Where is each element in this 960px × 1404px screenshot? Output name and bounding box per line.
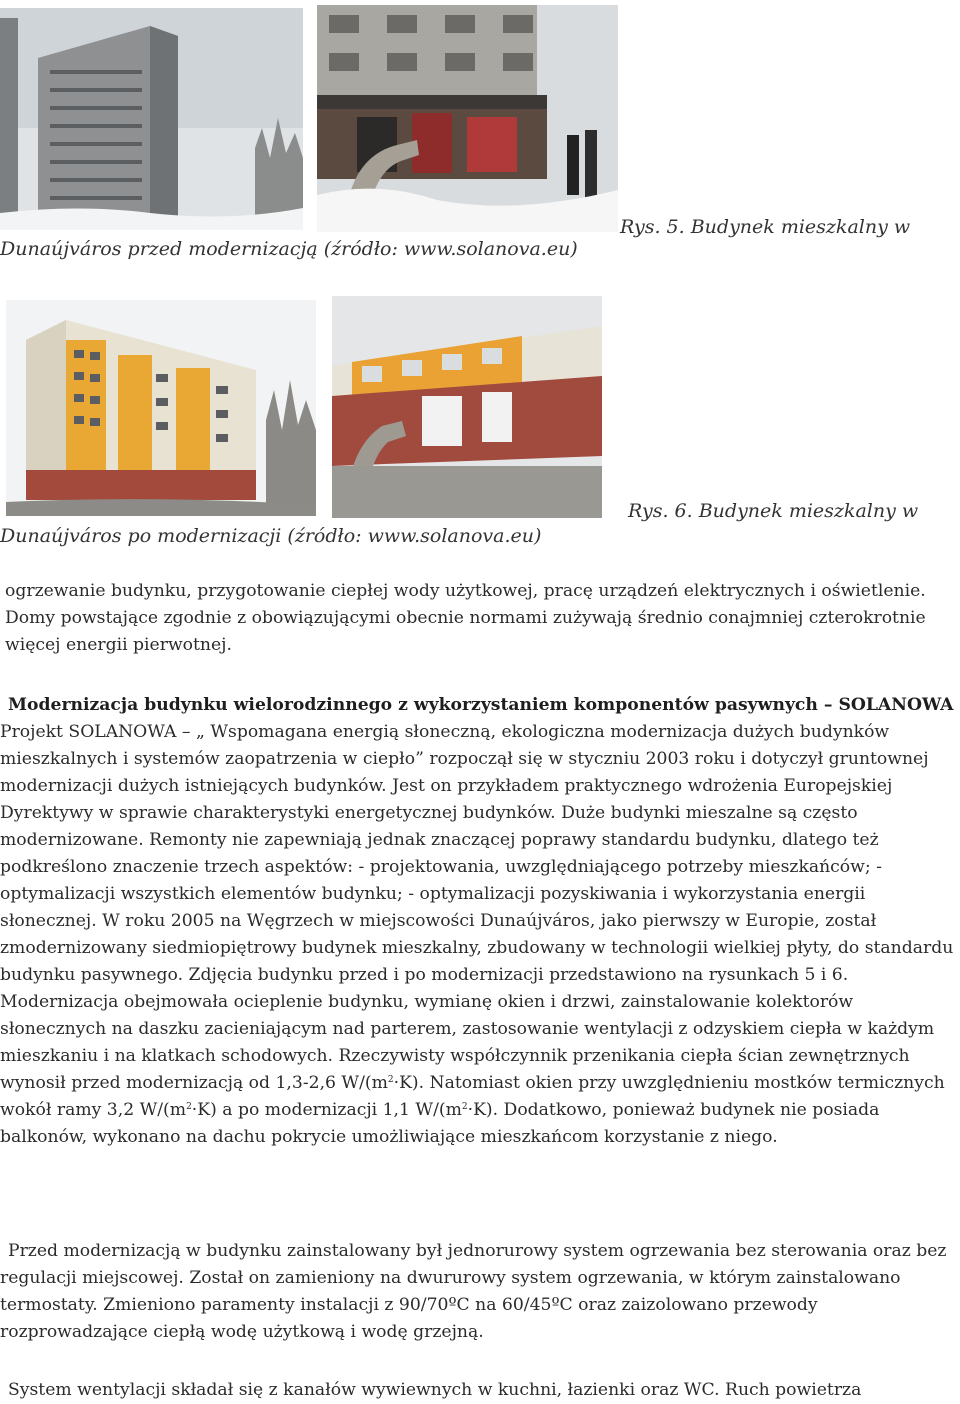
solanowa-text-2: ·K). Natomiast okien przy uwzględnieniu mostków termicznych wokół ramy 3,2 W/(m bbox=[0, 1073, 945, 1120]
paragraph-heating-system bbox=[0, 1238, 958, 1346]
paragraph-energy-intro-text: ogrzewanie budynku, przygotowanie ciepłej wody użytkowej, pracę urządzeń elektrycznych i oświetlenie. Domy powstające zgodnie z obowiązującymi obecnie normami zużywają średnio conajmniej czterokrotnie więcej energii pierwotnej. bbox=[5, 581, 926, 655]
paragraph-energy-intro bbox=[0, 578, 958, 659]
solanowa-heading: Modernizacja budynku wielorodzinnego z wykorzystaniem komponentów pasywnych – SOLANOWA bbox=[8, 695, 954, 715]
fig6-caption-right: Rys. 6. Budynek mieszkalny w bbox=[628, 500, 919, 522]
photo-building-after-entrance bbox=[332, 296, 602, 518]
paragraph-ventilation bbox=[0, 1377, 958, 1404]
paragraph-ventilation-text: System wentylacji składał się z kanałów wywiewnych w kuchni, łazienki oraz WC. Ruch powietrza bbox=[8, 1380, 862, 1400]
photo-building-after-tower bbox=[6, 300, 316, 516]
fig6-caption-left: Dunaújváros po modernizacji (źródło: www.solanova.eu) bbox=[0, 525, 542, 547]
solanowa-text-4: ·K). Dodatkowo, ponieważ budynek nie posiada balkonów, wykonano na dachu pokrycie umożliwiające mieszkańcom korzystanie z niego. bbox=[0, 1100, 880, 1147]
photo-building-before-tower bbox=[0, 8, 303, 230]
paragraph-heating-system-text: Przed modernizacją w budynku zainstalowany był jednorurowy system ogrzewania bez sterowania oraz bez regulacji miejscowej. Został on zamieniony na dwururowy system ogrzewania, w którym zainstalowano termostaty. Zmieniono paramenty instalacji z 90/70ºC na 60/45ºC oraz zaizolowano przewody rozprowadzające ciepłą wodę użytkową i wodę grzejną. bbox=[0, 1241, 947, 1342]
unit-superscript-2: 2 bbox=[186, 1102, 192, 1112]
solanowa-text-1: Projekt SOLANOWA – „ Wspomagana energią słoneczną, ekologiczna modernizacja dużych budynków mieszkalnych i systemów zaopatrzenia w ciepło” rozpoczął się w styczniu 2003 roku i dotyczył gruntownej modernizacji dużych istniejących budynków. Jest on przykładem praktycznego wdrożenia Europejskiej Dyrektywy w sprawie charakterystyki energetycznej budynków. Duże budynki mieszalne są często modernizowane. Remonty nie zapewniają jednak znaczącej poprawy standardu budynku, dlatego też podkreślono znaczenie trzech aspektów: - projektowania, uwzględniającego potrzeby mieszkańców; - optymalizacji wszystkich elementów budynku; - optymalizacji pozyskiwania i wykorzystania energii słonecznej. W roku 2005 na Węgrzech w miejscowości Dunaújváros, jako pierwszy w Europie, został zmodernizowany siedmiopiętrowy budynek mieszkalny, zbudowany w technologii wielkiej płyty, do standardu budynku pasywnego. Zdjęcia budynku przed i po modernizacji przedstawiono na rysunkach 5 i 6. Modernizacja obejmowała ocieplenie budynku, wymianę okien i drzwi, zainstalowanie kolektorów słonecznych na daszku zacieniającym nad parterem, zastosowanie wentylacji z odzyskiem ciepła w każdym mieszkaniu i na klatkach schodowych. Rzeczywisty współczynnik przenikania ciepła ścian zewnętrznych wynosił przed modernizacją od 1,3-2,6 W/(m bbox=[0, 722, 954, 1093]
solanowa-text-3: ·K) a po modernizacji 1,1 W/(m bbox=[191, 1100, 462, 1120]
unit-superscript-1: 2 bbox=[387, 1075, 394, 1085]
fig5-caption-left: Dunaújváros przed modernizacją (źródło: www.solanova.eu) bbox=[0, 238, 578, 260]
photo-building-before-entrance bbox=[317, 5, 618, 232]
fig5-caption-right: Rys. 5. Budynek mieszkalny w bbox=[620, 216, 911, 238]
paragraph-solanowa bbox=[0, 692, 958, 1151]
unit-superscript-3: 2 bbox=[461, 1102, 468, 1112]
